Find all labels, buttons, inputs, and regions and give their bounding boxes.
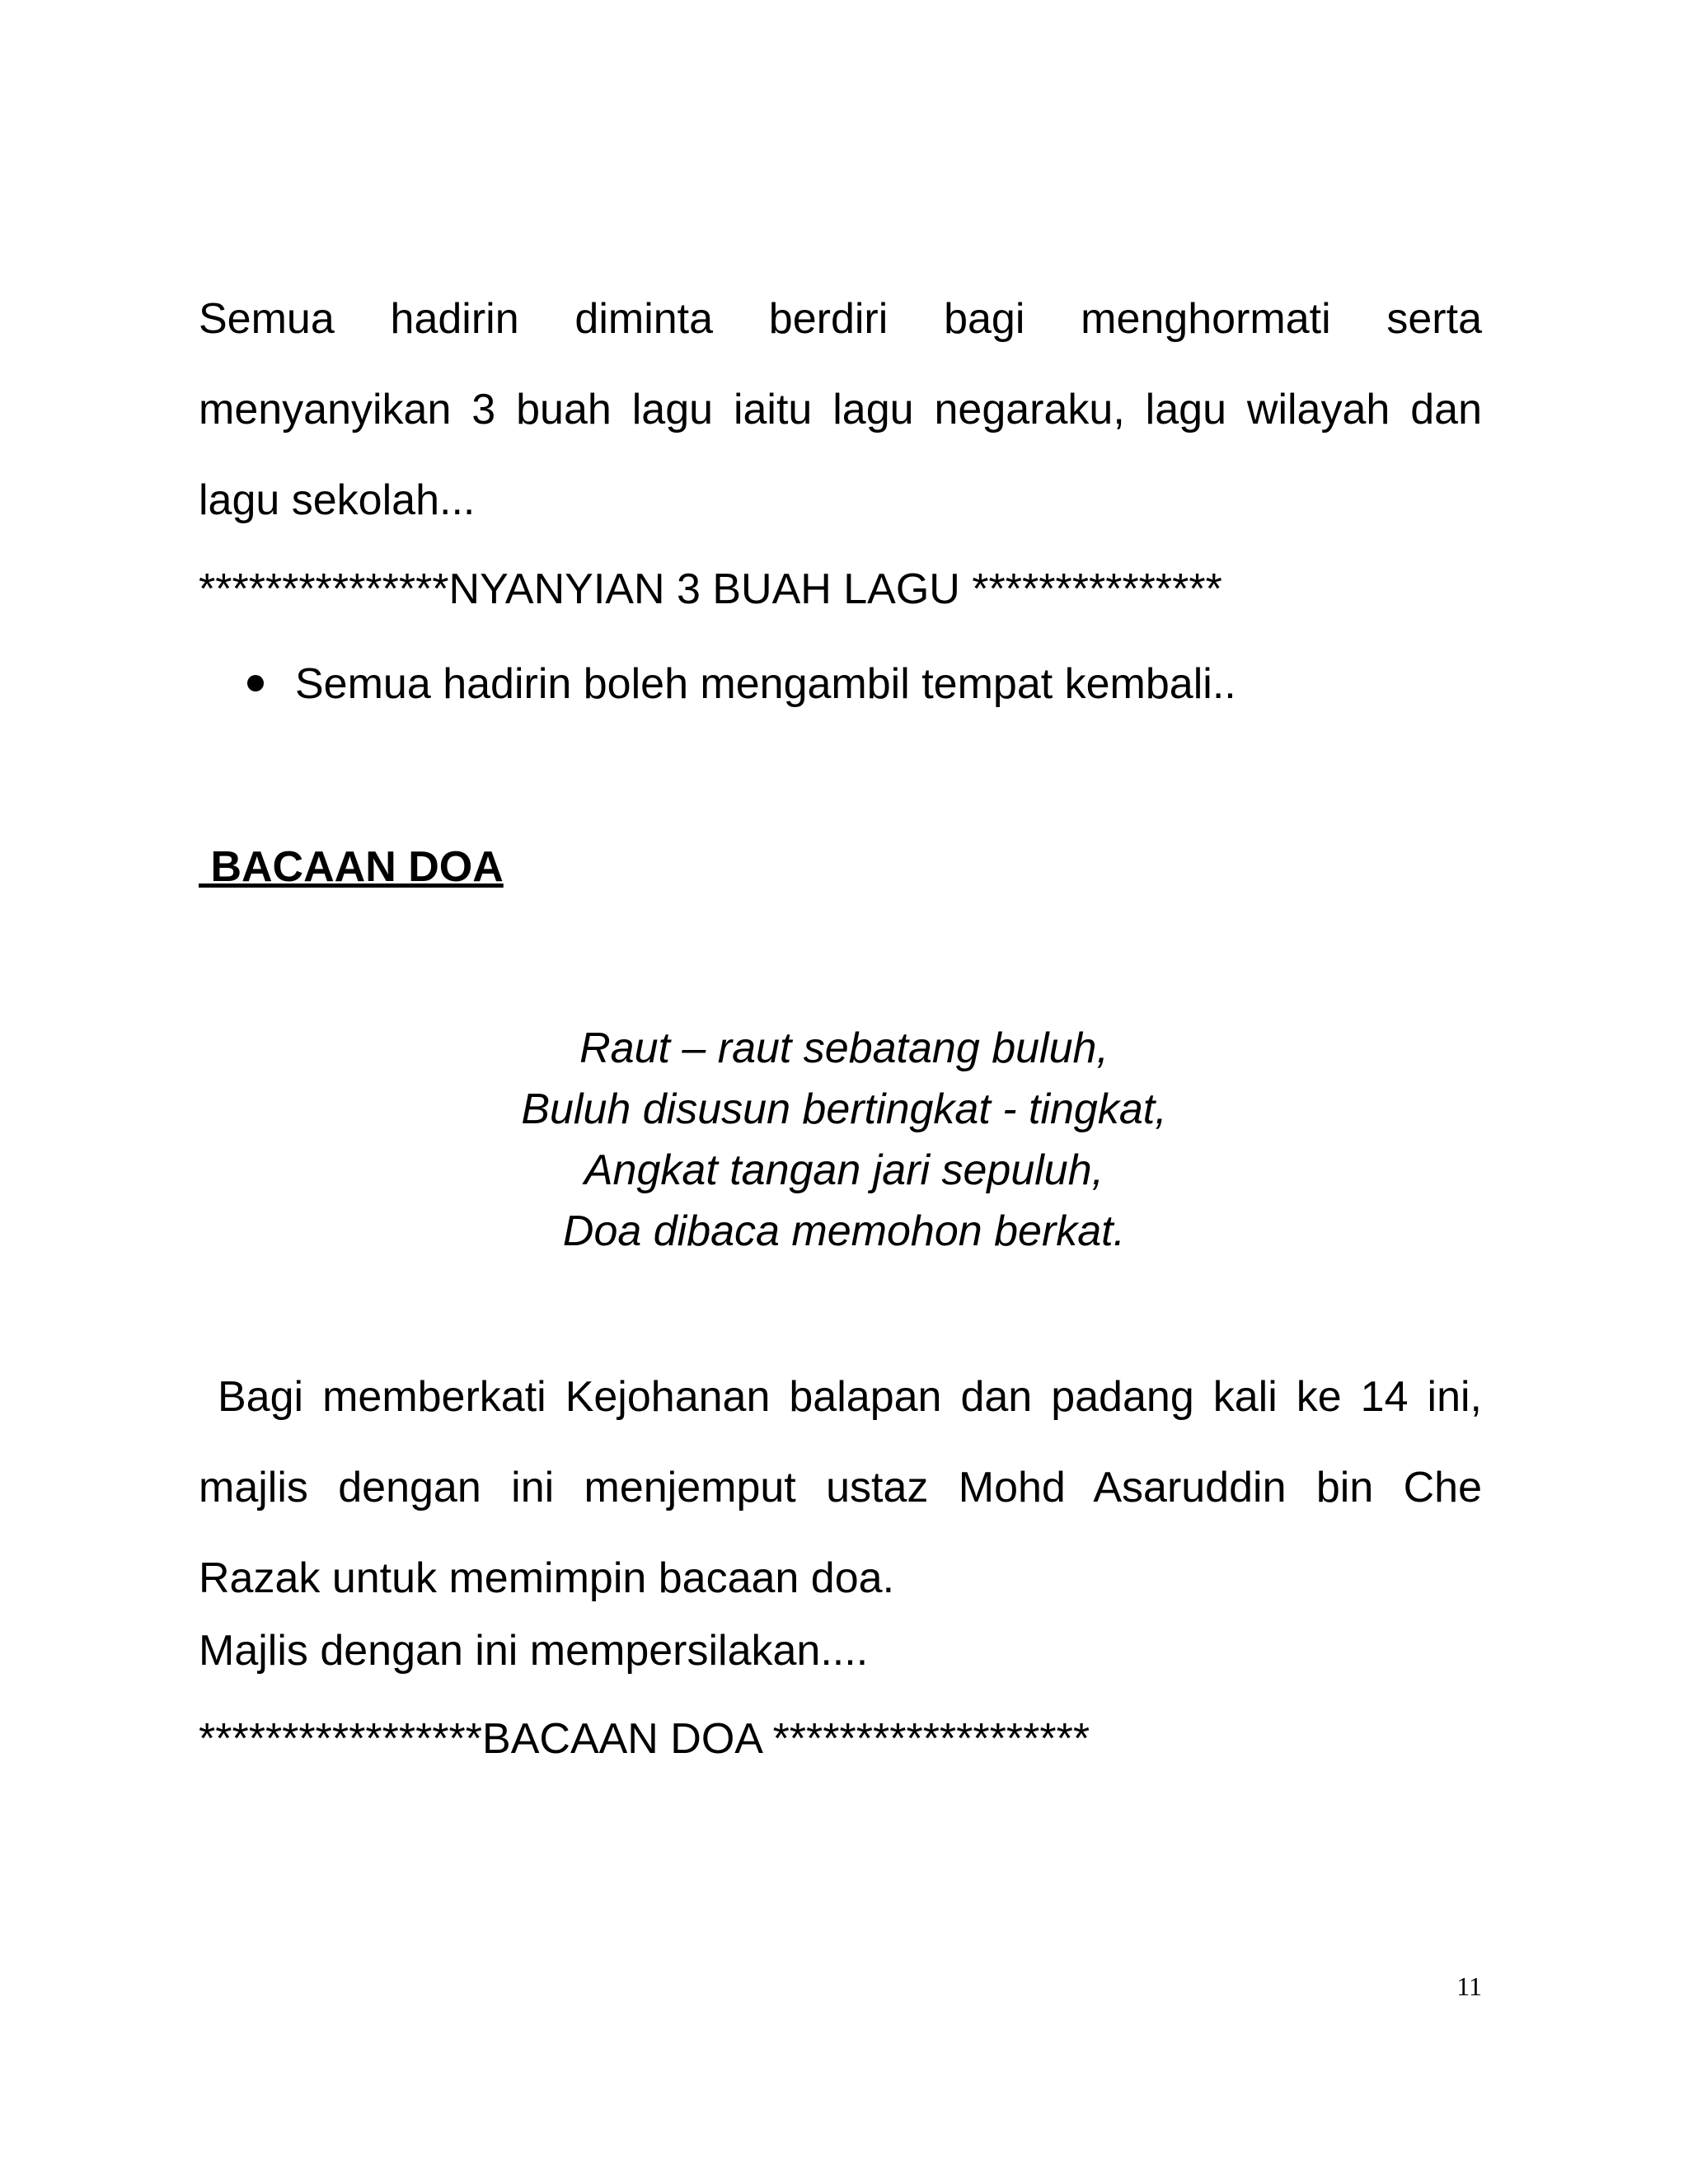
page-number: 11 — [1456, 1971, 1482, 2001]
section-title: BACAAN DOA — [199, 843, 504, 891]
prayer-paragraph-line: Bagi memberkati Kejohanan balapan dan padang kali ke 14 ini, — [199, 1373, 1482, 1421]
poem-line: Raut – raut sebatang buluh, — [579, 1024, 1109, 1072]
prayer-separator: *****************BACAAN DOA ******************* — [199, 1715, 1090, 1763]
bullet-item — [247, 659, 1236, 709]
prayer-paragraph-line: Razak untuk memimpin bacaan doa. — [199, 1554, 895, 1602]
bullet-text: Semua hadirin boleh mengambil tempat kembali.. — [295, 660, 1236, 708]
poem-line: Buluh disusun bertingkat - tingkat, — [521, 1085, 1167, 1133]
intro-paragraph — [199, 274, 1482, 546]
intro-paragraph-line: menyanyikan 3 buah lagu iaitu lagu negaraku, lagu wilayah dan — [199, 386, 1482, 434]
song-separator: ***************NYANYIAN 3 BUAH LAGU *************** — [199, 565, 1222, 613]
poem — [0, 1018, 1688, 1262]
invitation-text: Majlis dengan ini mempersilakan.... — [199, 1627, 869, 1675]
intro-paragraph-line: lagu sekolah... — [199, 476, 476, 524]
poem-line: Angkat tangan jari sepuluh, — [584, 1146, 1104, 1194]
prayer-paragraph — [199, 1352, 1482, 1624]
bullet-icon — [247, 675, 264, 691]
intro-paragraph-line: Semua hadirin diminta berdiri bagi menghormati serta — [199, 295, 1482, 343]
poem-line: Doa dibaca memohon berkat. — [562, 1207, 1126, 1255]
prayer-paragraph-line: majlis dengan ini menjemput ustaz Mohd Asaruddin bin Che — [199, 1464, 1482, 1511]
